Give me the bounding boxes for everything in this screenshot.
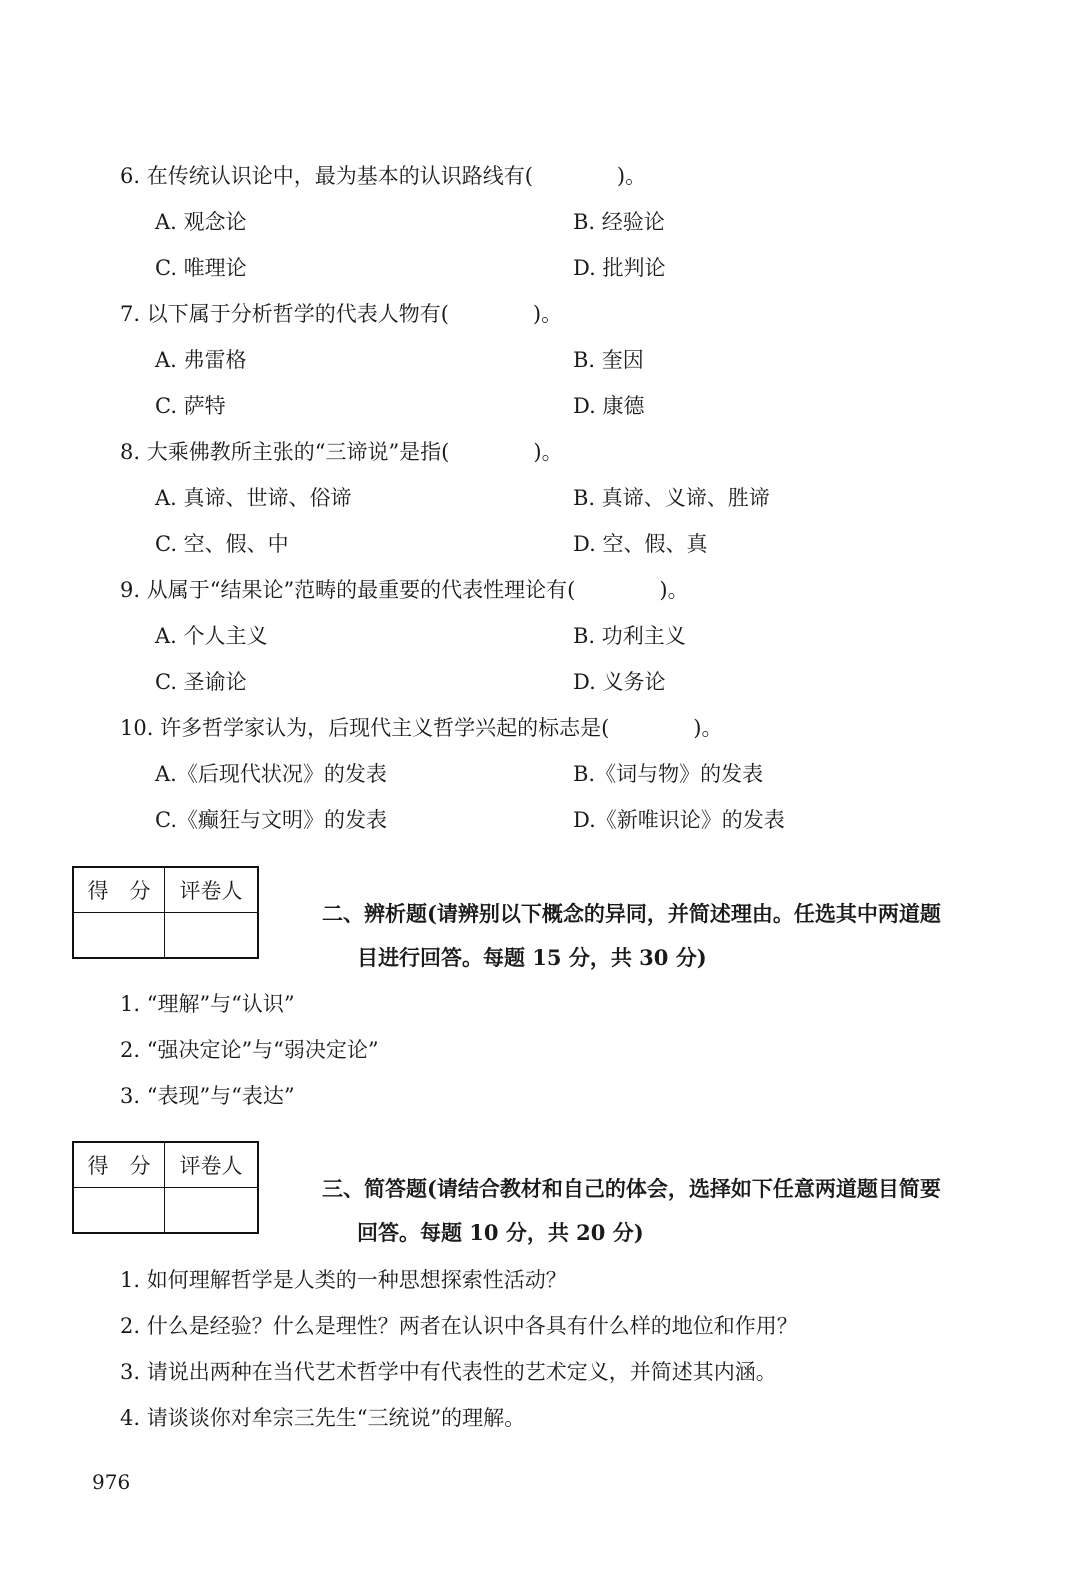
list-item: 2. 什么是经验？什么是理性？两者在认识中各具有什么样的地位和作用？: [120, 1314, 798, 1338]
score-field[interactable]: [73, 913, 165, 959]
question-stem: 7. 以下属于分析哲学的代表人物有( )。: [120, 302, 563, 326]
score-label: 得 分: [73, 867, 165, 913]
option-c: C. 萨特: [155, 394, 226, 418]
option-d: D.《新唯识论》的发表: [573, 808, 785, 832]
grader-label: 评卷人: [165, 1142, 259, 1188]
option-b: B.《词与物》的发表: [573, 762, 764, 786]
grader-field[interactable]: [165, 1188, 259, 1234]
option-b: B. 真谛、义谛、胜谛: [573, 486, 770, 510]
option-a: A.《后现代状况》的发表: [155, 762, 387, 786]
option-b: B. 功利主义: [573, 624, 686, 648]
list-item: 1. “理解”与“认识”: [120, 992, 295, 1016]
option-c: C. 圣谕论: [155, 670, 247, 694]
option-d: D. 义务论: [573, 670, 666, 694]
option-b: B. 经验论: [573, 210, 665, 234]
score-box: [72, 866, 259, 959]
list-item: 4. 请谈谈你对牟宗三先生“三统说”的理解。: [120, 1406, 526, 1430]
option-d: D. 批判论: [573, 256, 666, 280]
option-c: C. 空、假、中: [155, 532, 289, 556]
score-label: 得 分: [73, 1142, 165, 1188]
section-2-heading-cont: 目进行回答。每题 15 分，共 30 分): [357, 945, 707, 970]
option-a: A. 弗雷格: [155, 348, 247, 372]
score-box: [72, 1141, 259, 1234]
grader-field[interactable]: [165, 913, 259, 959]
question-stem: 10. 许多哲学家认为，后现代主义哲学兴起的标志是( )。: [120, 716, 723, 740]
section-2-heading: 二、辨析题(请辨别以下概念的异同，并简述理由。任选其中两道题: [322, 901, 941, 926]
option-c: C. 唯理论: [155, 256, 247, 280]
question-stem: 8. 大乘佛教所主张的“三谛说”是指( )。: [120, 440, 563, 464]
list-item: 2. “强决定论”与“弱决定论”: [120, 1038, 379, 1062]
page-number: 976: [92, 1470, 131, 1494]
option-d: D. 康德: [573, 394, 645, 418]
score-field[interactable]: [73, 1188, 165, 1234]
grader-label: 评卷人: [165, 867, 259, 913]
option-a: A. 观念论: [155, 210, 247, 234]
section-3-heading: 三、简答题(请结合教材和自己的体会，选择如下任意两道题目简要: [322, 1176, 941, 1201]
option-a: A. 真谛、世谛、俗谛: [155, 486, 352, 510]
option-a: A. 个人主义: [155, 624, 268, 648]
list-item: 1. 如何理解哲学是人类的一种思想探索性活动？: [120, 1268, 567, 1292]
question-stem: 9. 从属于“结果论”范畴的最重要的代表性理论有( )。: [120, 578, 689, 602]
section-3-heading-cont: 回答。每题 10 分，共 20 分): [357, 1220, 644, 1245]
option-c: C.《癫狂与文明》的发表: [155, 808, 387, 832]
option-b: B. 奎因: [573, 348, 644, 372]
option-d: D. 空、假、真: [573, 532, 708, 556]
question-stem: 6. 在传统认识论中，最为基本的认识路线有( )。: [120, 164, 647, 188]
list-item: 3. 请说出两种在当代艺术哲学中有代表性的艺术定义，并简述其内涵。: [120, 1360, 777, 1384]
list-item: 3. “表现”与“表达”: [120, 1084, 295, 1108]
